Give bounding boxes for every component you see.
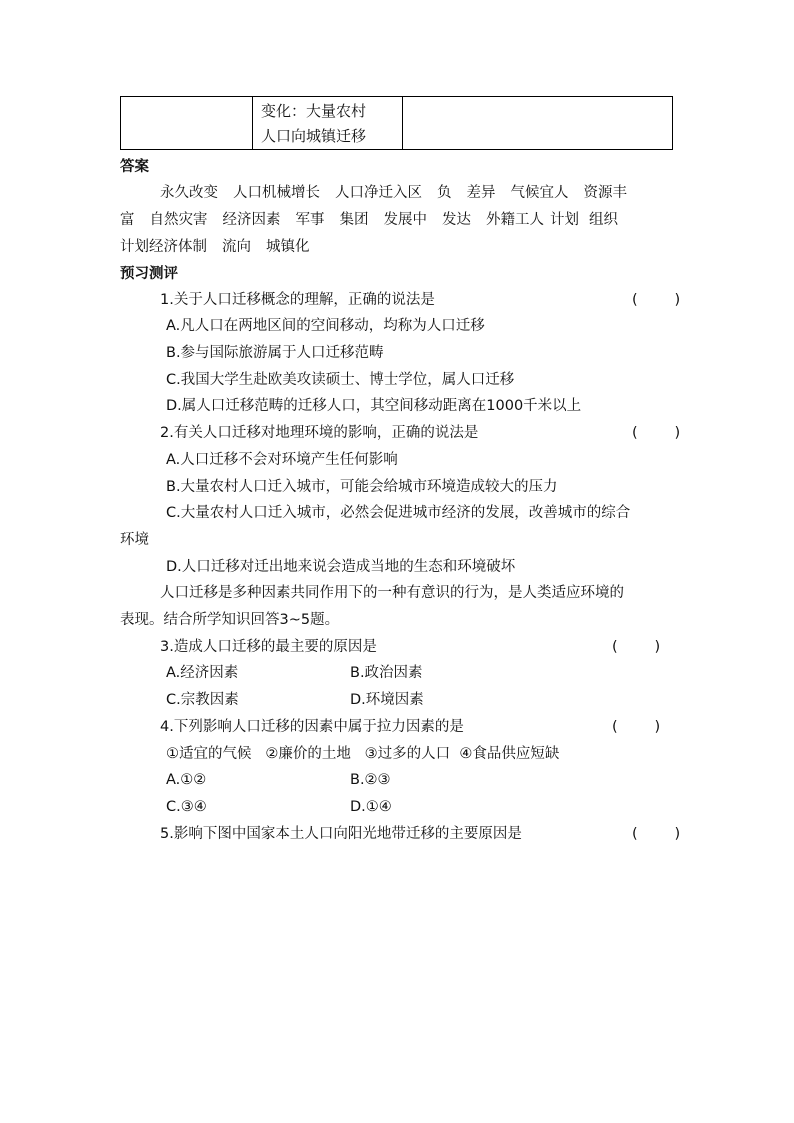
question-2-option-d: D.人口迁移对迁出地来说会造成当地的生态和环境破坏 [166,559,516,575]
question-1-option-a: A.凡人口在两地区间的空间移动，均称为人口迁移 [166,318,485,334]
question-4-stem: 4.下列影响人口迁移的因素中属于拉力因素的是 [160,719,464,735]
answer-word: 计划 [550,212,579,228]
answer-word: 经济因素 [222,212,281,228]
question-4-items: ①适宜的气候 ②廉价的土地 ③过多的人口 ④食品供应短缺 [166,746,560,762]
answer-word: 外籍工人 [486,212,544,228]
answer-word: 自然灾害 [149,212,208,228]
answers-line-2 [120,210,618,230]
table-cell-left [121,97,253,150]
question-5-stem: 5.影响下图中国家本土人口向阳光地带迁移的主要原因是 [160,826,522,842]
question-2-stem: 2.有关人口迁移对地理环境的影响，正确的说法是 [160,425,479,441]
answer-bracket: ( ) [632,826,681,842]
answers-heading: 答案 [120,159,149,175]
question-1-option-b: B.参与国际旅游属于人口迁移范畴 [166,345,384,361]
question-4-option-a: A.①② [166,772,207,788]
answer-word: 人口机械增长 [233,185,320,201]
answer-word: 永久改变 [160,185,218,201]
question-3-option-d: D.环境因素 [350,692,424,708]
intro-line-1: 人口迁移是多种因素共同作用下的一种有意识的行为，是人类适应环境的 [160,585,624,601]
answer-word: 差异 [466,185,496,201]
question-1-stem: 1.关于人口迁移概念的理解，正确的说法是 [160,292,435,308]
question-2-option-a: A.人口迁移不会对环境产生任何影响 [166,452,398,468]
answer-bracket: ( ) [632,292,681,308]
question-4-option-b: B.②③ [350,772,391,788]
table-cell-middle [253,97,403,150]
answers-line-3 [120,237,310,257]
question-2-option-c: C.大量农村人口迁入城市，必然会促进城市经济的发展，改善城市的综合 [166,505,631,521]
answer-word: 负 [437,185,452,201]
answer-bracket: ( ) [612,639,661,655]
question-4-option-d: D.①④ [350,799,392,815]
table-cell-right [403,97,673,150]
preview-heading: 预习测评 [120,266,178,282]
question-2-option-c-cont: 环境 [120,532,149,548]
answer-bracket: ( ) [612,719,661,735]
answer-word: 流向 [222,239,251,255]
intro-line-2: 表现。结合所学知识回答3~5题。 [120,612,340,628]
question-4-option-c: C.③④ [166,799,207,815]
answer-word: 计划经济体制 [120,239,207,255]
answer-word: 集团 [339,212,369,228]
answer-bracket: ( ) [632,425,681,441]
answer-word: 富 [120,212,135,228]
question-1-option-d: D.属人口迁移范畴的迁移人口，其空间移动距离在1000千米以上 [166,398,582,414]
answer-word: 资源丰 [583,185,627,201]
question-3-stem: 3.造成人口迁移的最主要的原因是 [160,639,377,655]
table-row [121,97,673,150]
answer-word: 气候宜人 [510,185,569,201]
question-3-option-c: C.宗教因素 [166,692,239,708]
answers-line-1 [160,183,627,203]
answer-word: 组织 [589,212,618,228]
question-2-option-b: B.大量农村人口迁入城市，可能会给城市环境造成较大的压力 [166,479,558,495]
question-1-option-c: C.我国大学生赴欧美攻读硕士、博士学位，属人口迁移 [166,372,515,388]
question-3-option-a: A.经济因素 [166,665,239,681]
answer-word: 人口净迁入区 [335,185,422,201]
table-cell-line: 人口向城镇迁移 [261,127,367,145]
table-cell-line: 变化：大量农村 [261,102,367,120]
summary-table-fragment [120,96,673,150]
answer-word: 军事 [295,212,325,228]
question-3-option-b: B.政治因素 [350,665,423,681]
answer-word: 发展中 [383,212,427,228]
answer-word: 城镇化 [266,239,310,255]
answer-word: 发达 [442,212,471,228]
